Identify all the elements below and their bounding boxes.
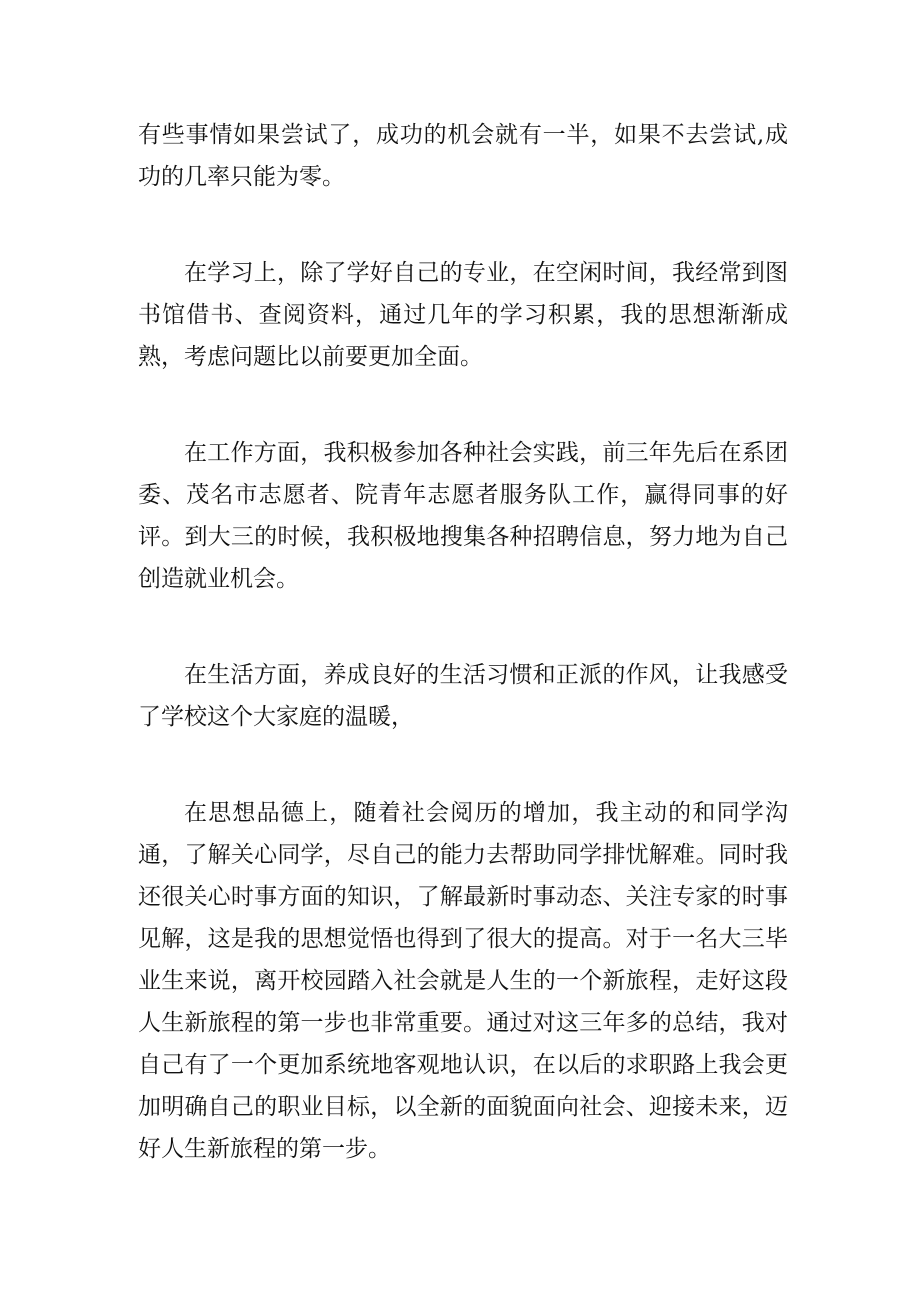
document-body (138, 114, 788, 1170)
paragraph-intro: 有些事情如果尝试了，成功的机会就有一半，如果不去尝试,成功的几率只能为零。 (138, 122, 788, 190)
paragraph-life: 在生活方面，养成良好的生活习惯和正派的作风，让我感受了学校这个大家庭的温暖， (138, 662, 788, 730)
paragraph-study: 在学习上，除了学好自己的专业，在空闲时间，我经常到图书馆借书、查阅资料，通过几年的学习积累，我的思想渐渐成熟，考虑问题比以前要更加全面。 (138, 260, 788, 370)
paragraph-work: 在工作方面，我积极参加各种社会实践，前三年先后在系团委、茂名市志愿者、院青年志愿者服务队工作，赢得同事的好评。到大三的时候，我积极地搜集各种招聘信息，努力地为自己创造就业机会。 (138, 440, 788, 592)
paragraph-morality: 在思想品德上，随着社会阅历的增加，我主动的和同学沟通，了解关心同学，尽自己的能力去帮助同学排忧解难。同时我还很关心时事方面的知识，了解最新时事动态、关注专家的时事见解，这是我的思想觉悟也得到了很大的提高。对于一名大三毕业生来说，离开校园踏入社会就是人生的一个新旅程，走好这段人生新旅程的第一步也非常重要。通过对这三年多的总结，我对自己有了一个更加系统地客观地认识，在以后的求职路上我会更加明确自己的职业目标，以全新的面貌面向社会、迎接未来，迈好人生新旅程的第一步。 (138, 800, 788, 1162)
